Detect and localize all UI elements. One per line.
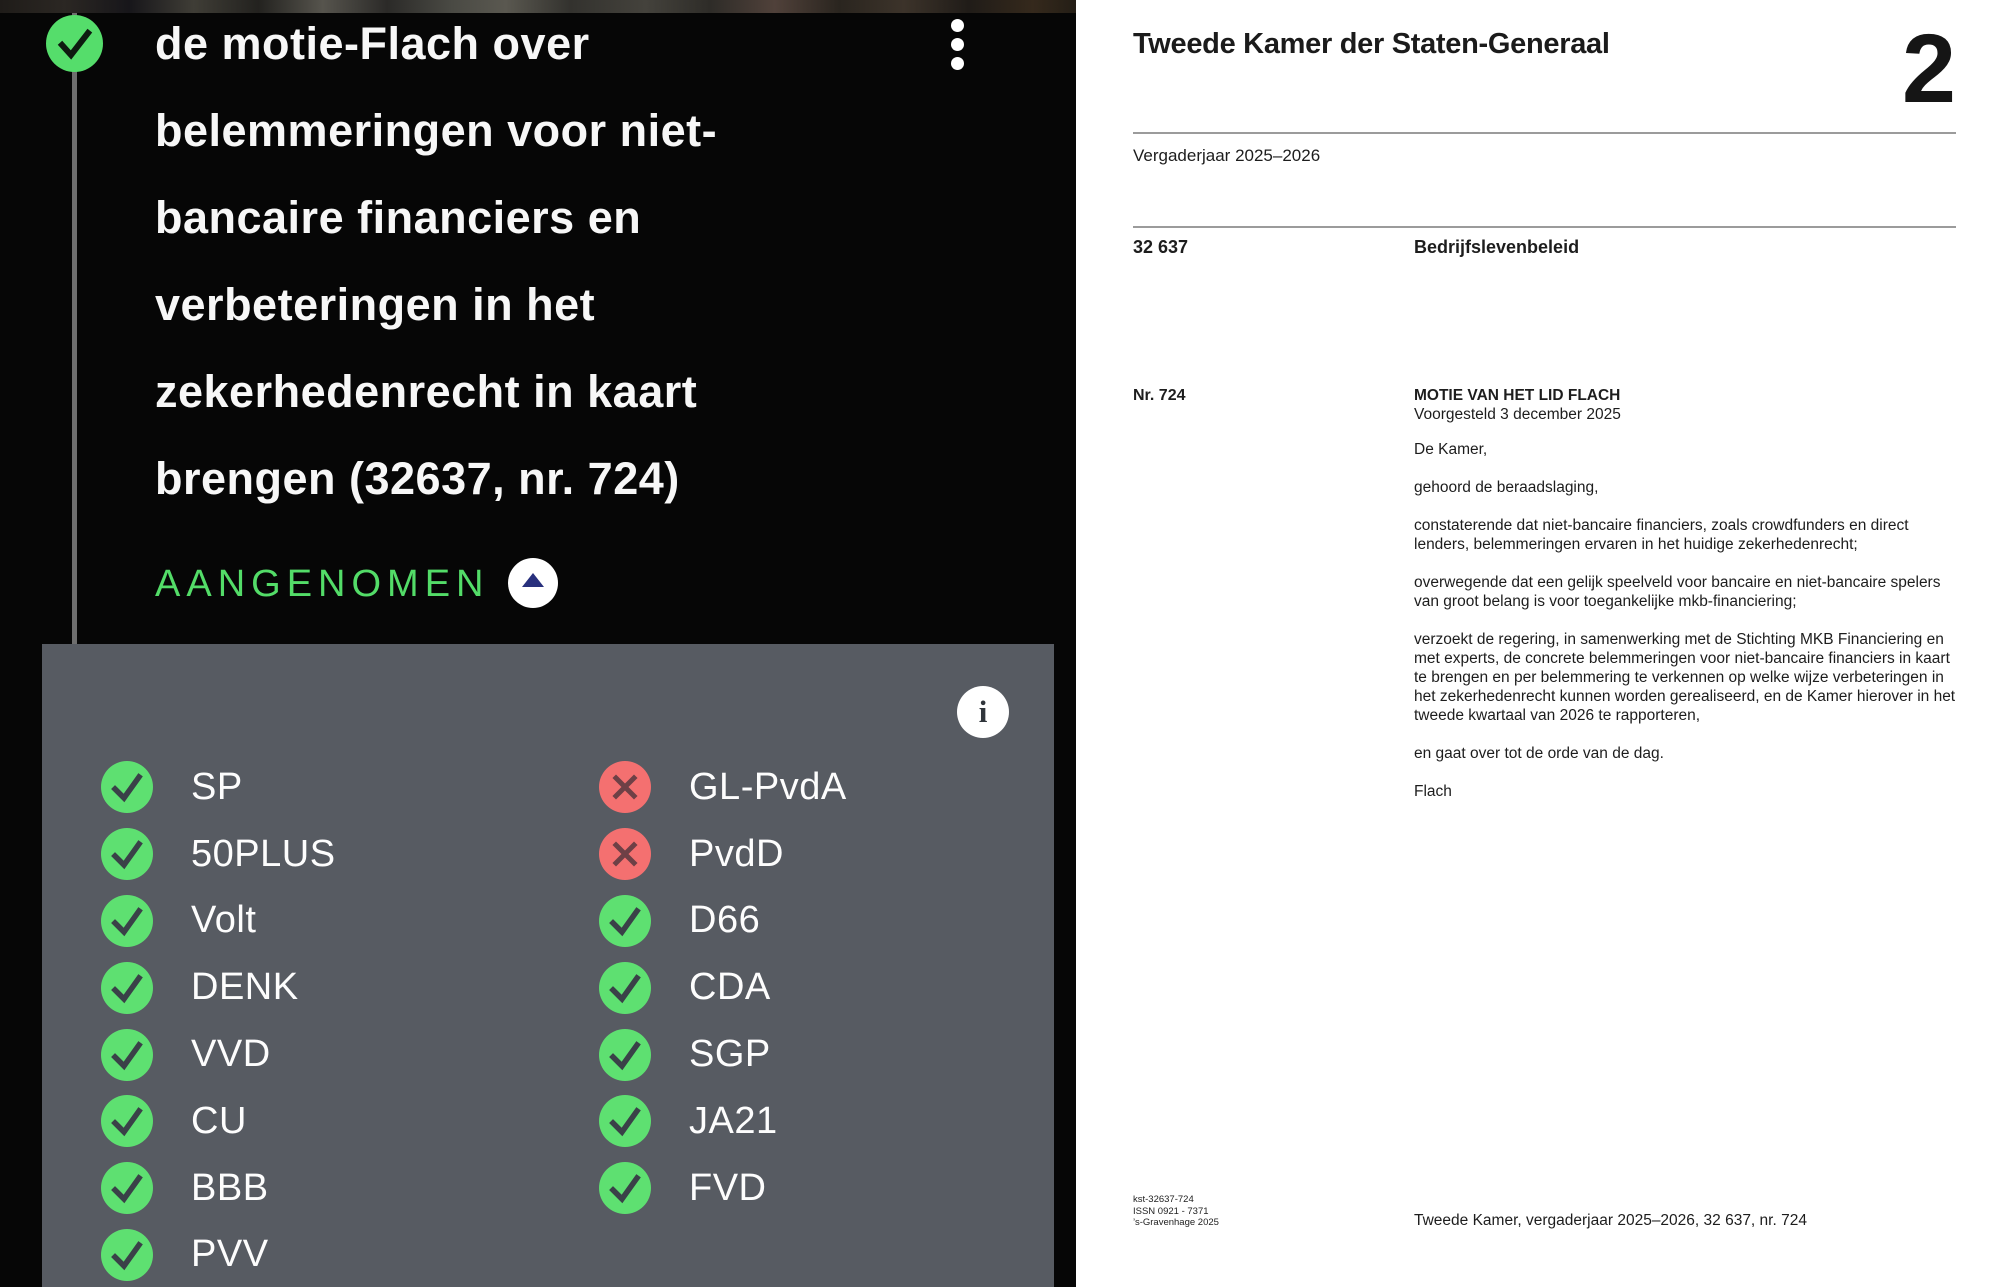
motion-title-line: brengen (32637, nr. 724) [155,453,680,504]
vote-row [599,1088,847,1155]
motion-paragraph: en gaat over tot de orde van de dag. [1414,745,1664,762]
vote-for-icon [599,1162,651,1214]
page-number: 2 [1902,14,1956,123]
dossier-number: 32 637 [1133,237,1189,257]
motion-title-line: verbeteringen in het [155,279,596,330]
vote-row [101,1088,336,1155]
colophon [1133,1194,1219,1229]
vote-for-icon [599,962,651,1014]
motion-heading: MOTIE VAN HET LID FLACH [1414,387,1621,404]
session-year: Vergaderjaar 2025–2026 [1133,146,1321,165]
vote-row [101,1222,336,1287]
horizontal-rule [1133,226,1956,228]
vote-row [101,954,336,1021]
vote-column-right [599,754,847,1222]
kebab-dot [951,38,964,51]
party-label: CU [191,1099,247,1142]
motion-paragraph: Flach [1414,783,1452,800]
party-label: DENK [191,966,299,1009]
party-label: 50PLUS [191,832,336,875]
vote-row [599,1021,847,1088]
party-label: D66 [689,899,761,942]
vote-row [101,1021,336,1088]
party-label: SGP [689,1033,771,1076]
vote-for-icon [599,1095,651,1147]
motion-title-line: belemmeringen voor niet- [155,105,718,156]
vote-row [101,821,336,888]
motion-title [155,0,1015,522]
motion-title-line: zekerhedenrecht in kaart [155,366,698,417]
party-label: CDA [689,966,771,1009]
vote-for-icon [599,1029,651,1081]
party-label: PVV [191,1233,269,1276]
motion-title-line: bancaire financiers en [155,192,642,243]
kebab-menu-icon[interactable] [951,19,964,70]
result-check-circle-icon [46,15,103,72]
colophon-line: kst-32637-724 [1133,1194,1194,1205]
kebab-dot [951,19,964,32]
colophon-line: ISSN 0921 - 7371 [1133,1205,1209,1217]
party-label: JA21 [689,1099,778,1142]
vote-row [599,754,847,821]
motion-subheading: Voorgesteld 3 december 2025 [1414,406,1621,423]
status-badge: AANGENOMEN [155,563,490,605]
vote-column-left [101,754,336,1287]
vote-row [101,754,336,821]
party-label: PvdD [689,832,784,875]
colophon-line: ’s-Gravenhage 2025 [1133,1217,1219,1228]
motion-paragraph: verzoekt de regering, in samenwerking met de Stichting MKB Financiering en met experts, de concrete belemmeringen voor niet-bancaire financiers in kaart te brengen en per belemmering te verkennen op welke wijze verbeteringen in het zekerhedenrecht kunnen worden gerealiseerd, en de Kamer hierover in het tweede kwartaal van 2026 te rapporteren, [1414,631,1956,724]
item-number: Nr. 724 [1133,387,1186,404]
vote-row [101,888,336,955]
vote-against-icon [599,761,651,813]
party-label: SP [191,765,243,808]
footer-reference: Tweede Kamer, vergaderjaar 2025–2026, 32 637, nr. 724 [1414,1212,1807,1229]
vote-for-icon [101,895,153,947]
vote-for-icon [101,962,153,1014]
dossier-title: Bedrijfslevenbeleid [1414,237,1580,257]
vote-for-icon [101,1029,153,1081]
party-label: VVD [191,1033,271,1076]
status-row [155,558,489,610]
vote-row [101,1155,336,1222]
vote-row [599,954,847,1021]
kebab-dot [951,57,964,70]
vote-row [599,821,847,888]
document-header-title: Tweede Kamer der Staten-Generaal [1133,28,1610,60]
vote-for-icon [101,828,153,880]
vote-for-icon [101,1229,153,1281]
motion-paragraph: constaterende dat niet-bancaire financiers, zoals crowdfunders en direct lenders, belemmeringen ervaren in het huidige zekerhedenrecht; [1414,517,1909,553]
info-icon: i [978,694,988,729]
timeline-line [72,13,77,644]
motion-paragraph: De Kamer, [1414,441,1488,458]
vote-for-icon [101,761,153,813]
vote-for-icon [101,1162,153,1214]
vote-row [599,888,847,955]
motion-paragraph: gehoord de beraadslaging, [1414,479,1599,496]
party-label: GL-PvdA [689,765,847,808]
vote-for-icon [599,895,651,947]
collapse-toggle-button[interactable] [508,558,558,608]
party-label: Volt [191,899,257,942]
horizontal-rule [1133,132,1956,134]
motion-body [1414,386,1964,820]
info-button[interactable] [957,686,1009,738]
party-label: BBB [191,1166,269,1209]
vote-results-panel [42,644,1054,1287]
motion-paragraph: overwegende dat een gelijk speelveld voor bancaire en niet-bancaire spelers van groot belang is voor toegankelijke mkb-financiering; [1414,574,1941,610]
party-label: FVD [689,1166,767,1209]
vote-against-icon [599,828,651,880]
motion-title-line: de motie-Flach over [155,18,590,69]
vote-row [599,1155,847,1222]
document-pane [1076,0,2000,1287]
vote-for-icon [101,1095,153,1147]
